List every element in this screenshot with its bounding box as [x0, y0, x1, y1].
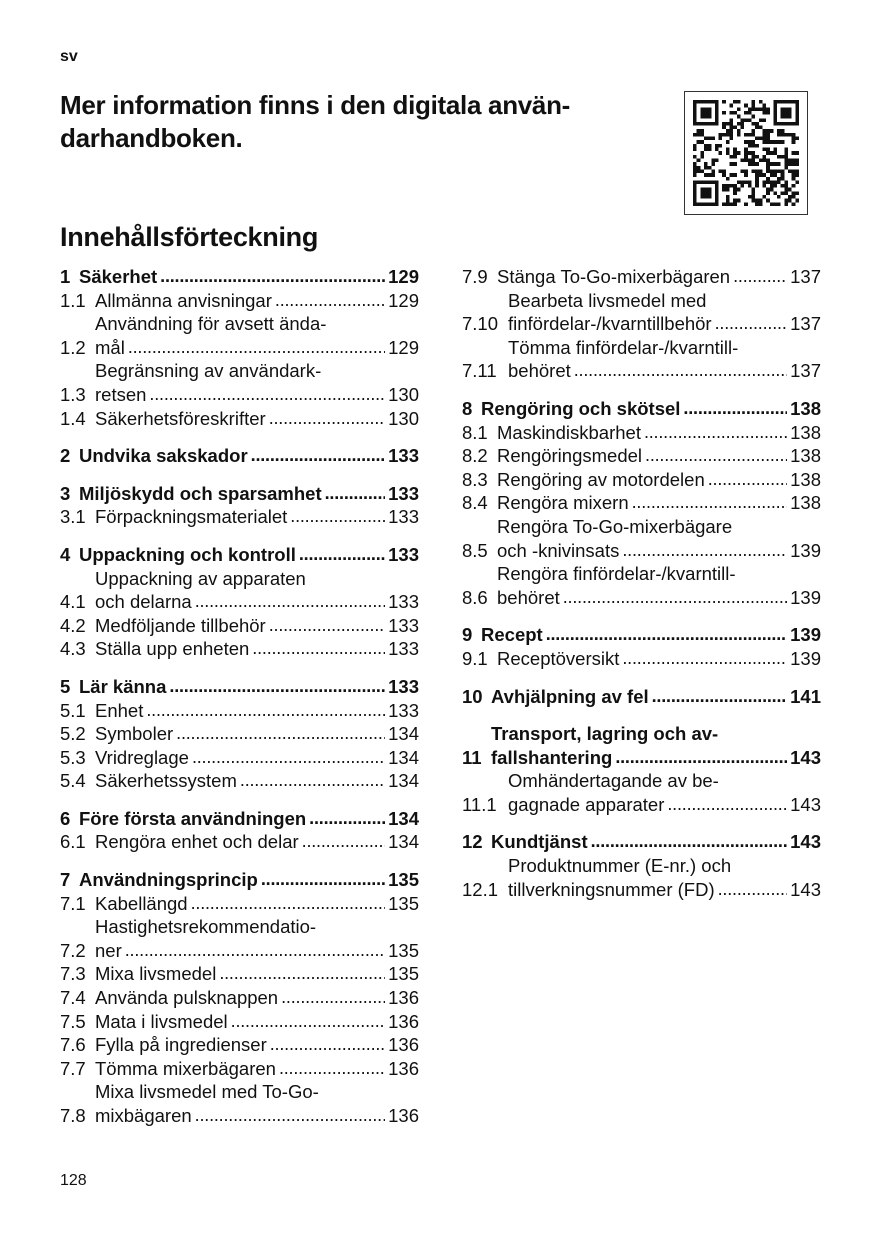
- toc-entry-title: Allmänna anvisningar: [95, 289, 272, 311]
- toc-section-entry[interactable]: [462, 468, 821, 492]
- toc-section-entry[interactable]: [60, 289, 419, 313]
- toc-entry-title-line: Mixa livsmedel med To-Go-: [95, 1081, 319, 1103]
- toc-section-entry[interactable]: [60, 830, 419, 854]
- toc-leader-dots: [546, 623, 787, 647]
- toc-section-entry[interactable]: [462, 854, 821, 901]
- toc-section-entry[interactable]: [462, 336, 821, 383]
- toc-entry-page: 136: [388, 1010, 419, 1032]
- toc-section-entry[interactable]: [60, 1010, 419, 1034]
- toc-chapter-entry[interactable]: [60, 675, 419, 699]
- toc-leader-dots: [708, 468, 787, 492]
- toc-entry-number: 7.5: [60, 1010, 86, 1032]
- toc-entry-title: Stänga To-Go-mixerbägaren: [497, 266, 731, 287]
- toc-section-entry[interactable]: [462, 265, 821, 289]
- toc-leader-dots: [169, 675, 385, 699]
- toc-entry-title-line: Hastighetsrekommendatio-: [95, 916, 317, 938]
- toc-entry-page: 134: [388, 723, 419, 745]
- toc-entry-title: Receptöversikt: [497, 647, 620, 669]
- toc-chapter-entry[interactable]: [60, 807, 419, 831]
- toc-section-entry[interactable]: [60, 359, 419, 406]
- toc-entry-number: 1.4: [60, 407, 86, 429]
- toc-leader-dots: [683, 397, 787, 421]
- toc-entry-page: 136: [388, 1057, 419, 1079]
- toc-leader-dots: [251, 444, 385, 468]
- toc-entry-title: Maskindiskbarhet: [497, 421, 641, 443]
- toc-entry-number: 6: [60, 807, 71, 829]
- toc-section-entry[interactable]: [462, 289, 821, 336]
- heading-line-2: darhandboken.: [60, 123, 243, 153]
- toc-leader-dots: [309, 807, 385, 831]
- toc-entry-page: 134: [388, 770, 419, 792]
- toc-section-entry[interactable]: [60, 614, 419, 638]
- toc-entry-title: behöret: [508, 360, 571, 382]
- toc-leader-dots: [563, 586, 787, 610]
- toc-section-entry[interactable]: [462, 562, 821, 609]
- toc-entry-title-line: Produktnummer (E-nr.) och: [508, 855, 732, 877]
- toc-entry-page: 138: [790, 397, 821, 419]
- toc-entry-number: 8.4: [462, 492, 488, 514]
- toc-section-entry[interactable]: [60, 1080, 419, 1127]
- toc-entry-page: 133: [388, 506, 419, 528]
- toc-title: Innehållsförteckning: [60, 222, 319, 252]
- toc-leader-dots: [160, 265, 385, 289]
- toc-entry-number: 7.7: [60, 1057, 86, 1079]
- toc-entry-number: 8.1: [462, 421, 488, 443]
- toc-entry-title-line: Omhändertagande av be-: [508, 770, 719, 792]
- toc-section-entry[interactable]: [462, 421, 821, 445]
- toc-chapter-entry[interactable]: [462, 722, 821, 769]
- toc-leader-dots: [632, 491, 788, 515]
- toc-section-entry[interactable]: [462, 647, 821, 671]
- toc-chapter-entry[interactable]: [60, 482, 419, 506]
- toc-entry-page: 135: [388, 892, 419, 914]
- toc-entry-page: 143: [790, 831, 821, 853]
- toc-leader-dots: [252, 637, 385, 661]
- toc-entry-number: 8.5: [462, 539, 488, 561]
- toc-entry-page: 137: [790, 266, 821, 287]
- toc-section-entry[interactable]: [60, 769, 419, 793]
- toc-entry-title: Rengöring av motordelen: [497, 468, 705, 490]
- toc-entry-title: Symboler: [95, 723, 174, 745]
- toc-entry-number: 5.1: [60, 699, 86, 721]
- qr-code-icon: [693, 100, 799, 206]
- toc-section-entry[interactable]: [462, 491, 821, 515]
- toc-entry-title: Undvika sakskador: [79, 445, 248, 467]
- toc-entry-number: 5: [60, 675, 71, 697]
- toc-leader-dots: [302, 830, 385, 854]
- toc-leader-dots: [652, 685, 788, 709]
- toc-entry-page: 136: [388, 987, 419, 1009]
- toc-entry-title: Medföljande tillbehör: [95, 614, 266, 636]
- toc-entry-number: 4.3: [60, 638, 86, 660]
- toc-leader-dots: [240, 769, 385, 793]
- toc-leader-dots: [733, 265, 787, 289]
- toc-leader-dots: [644, 421, 787, 445]
- toc-entry-number: 2: [60, 445, 71, 467]
- toc-entry-number: 7.4: [60, 987, 86, 1009]
- toc-entry-title: Rengöra enhet och delar: [95, 831, 299, 853]
- toc-entry-number: 7.6: [60, 1034, 86, 1056]
- toc-leader-dots: [622, 647, 787, 671]
- toc-entry-title: Använda pulsknappen: [95, 987, 279, 1009]
- toc-section-entry[interactable]: [60, 986, 419, 1010]
- toc-leader-dots: [591, 830, 788, 854]
- toc-chapter-entry[interactable]: [462, 830, 821, 854]
- toc-entry-page: 135: [388, 869, 419, 891]
- toc-entry-title: Förpackningsmaterialet: [95, 506, 288, 528]
- toc-chapter-entry[interactable]: [60, 444, 419, 468]
- toc-entry-title-line: Transport, lagring och av-: [491, 723, 719, 745]
- toc-entry-page: 139: [790, 647, 821, 669]
- toc-entry-title: finfördelar-/kvarntillbehör: [508, 313, 712, 335]
- toc-leader-dots: [270, 1033, 385, 1057]
- toc-entry-number: 8.3: [462, 468, 488, 490]
- toc-entry-page: 134: [388, 746, 419, 768]
- toc-entry-page: 129: [388, 289, 419, 311]
- toc-section-entry[interactable]: [462, 769, 821, 816]
- toc-entry-title: Före första användningen: [79, 807, 307, 829]
- toc-leader-dots: [146, 699, 385, 723]
- toc-entry-number: 11: [462, 746, 482, 768]
- toc-entry-number: 1.2: [60, 336, 86, 358]
- toc-section-entry[interactable]: [60, 407, 419, 431]
- toc-leader-dots: [279, 1057, 385, 1081]
- toc-entry-title: mål: [95, 336, 125, 358]
- toc-section-entry[interactable]: [60, 1033, 419, 1057]
- toc-leader-dots: [195, 590, 385, 614]
- toc-entry-page: 134: [388, 807, 419, 829]
- toc-entry-title: Ställa upp enheten: [95, 638, 250, 660]
- toc-leader-dots: [574, 359, 787, 383]
- toc-chapter-entry[interactable]: [60, 265, 419, 289]
- toc-section-entry[interactable]: [60, 722, 419, 746]
- toc-entry-page: 133: [388, 445, 419, 467]
- toc-entry-number: 5.3: [60, 746, 86, 768]
- toc-chapter-entry[interactable]: [462, 685, 821, 709]
- toc-entry-number: 7.3: [60, 963, 86, 985]
- toc-entry-page: 143: [790, 878, 821, 900]
- toc-leader-dots: [290, 505, 385, 529]
- toc-entry-title: Enhet: [95, 699, 144, 721]
- toc-entry-page: 133: [388, 675, 419, 697]
- toc-chapter-entry[interactable]: [462, 397, 821, 421]
- toc-chapter-entry[interactable]: [60, 543, 419, 567]
- toc-entry-page: 137: [790, 313, 821, 335]
- toc-leader-dots: [125, 939, 385, 963]
- toc-entry-number: 3: [60, 482, 71, 504]
- heading-line-1: Mer information finns i den digitala använ-: [60, 90, 571, 120]
- toc-entry-page: 143: [790, 746, 821, 768]
- toc-section-entry[interactable]: [60, 962, 419, 986]
- toc-entry-title: Rengöringsmedel: [497, 445, 643, 467]
- toc-entry-page: 138: [790, 468, 821, 490]
- toc-chapter-entry[interactable]: [60, 868, 419, 892]
- toc-entry-page: 130: [388, 407, 419, 429]
- toc-entry-page: 134: [388, 831, 419, 853]
- toc-entry-page: 138: [790, 492, 821, 514]
- toc-entry-title-line: Tömma finfördelar-/kvarntill-: [508, 336, 739, 358]
- toc-entry-title: fallshantering: [491, 746, 613, 768]
- toc-leader-dots: [718, 878, 788, 902]
- toc-entry-number: 4.1: [60, 591, 86, 613]
- toc-leader-dots: [191, 892, 386, 916]
- toc-entry-page: 133: [388, 543, 419, 565]
- toc-entry-page: 143: [790, 793, 821, 815]
- toc-entry-number: 7.1: [60, 892, 86, 914]
- toc-leader-dots: [645, 444, 787, 468]
- toc-entry-title: Kundtjänst: [491, 831, 588, 853]
- toc-entry-title: Recept: [481, 624, 543, 646]
- toc-entry-title-line: Rengöra To-Go-mixerbägare: [497, 515, 733, 537]
- toc-entry-title-line: Användning för avsett ända-: [95, 313, 327, 335]
- toc-entry-title-line: Uppackning av apparaten: [95, 567, 306, 589]
- toc-entry-page: 139: [790, 624, 821, 646]
- toc-entry-title: Miljöskydd och sparsamhet: [79, 482, 322, 504]
- toc-entry-title: Tömma mixerbägaren: [95, 1057, 276, 1079]
- toc-entry-number: 4.2: [60, 614, 86, 636]
- toc-entry-number: 7: [60, 869, 71, 891]
- toc-entry-number: 3.1: [60, 506, 86, 528]
- toc-leader-dots: [269, 614, 385, 638]
- toc-entry-title: Rengöra mixern: [497, 492, 629, 514]
- toc-entry-title: Uppackning och kontroll: [79, 543, 296, 565]
- toc-entry-page: 133: [388, 482, 419, 504]
- toc-leader-dots: [667, 793, 787, 817]
- toc-entry-page: 133: [388, 614, 419, 636]
- toc-leader-dots: [299, 543, 385, 567]
- toc-entry-title: Säkerhetssystem: [95, 770, 237, 792]
- toc-entry-number: 5.4: [60, 770, 86, 792]
- toc-section-entry[interactable]: [60, 505, 419, 529]
- toc-entry-number: 7.8: [60, 1105, 86, 1126]
- toc-entry-number: 1: [60, 266, 71, 287]
- toc-leader-dots: [128, 336, 385, 360]
- toc-section-entry[interactable]: [60, 699, 419, 723]
- toc-entry-number: 1.1: [60, 289, 86, 311]
- toc-entry-number: 7.9: [462, 266, 488, 287]
- toc-entry-title-line: Bearbeta livsmedel med: [508, 289, 707, 311]
- toc-entry-number: 8.2: [462, 445, 488, 467]
- toc-entry-title: Mixa livsmedel: [95, 963, 217, 985]
- toc-entry-number: 10: [462, 685, 483, 707]
- qr-code: [684, 91, 808, 215]
- toc-leader-dots: [275, 289, 385, 313]
- toc-entry-page: 135: [388, 963, 419, 985]
- toc-section-entry[interactable]: [60, 746, 419, 770]
- toc-entry-number: 9.1: [462, 647, 488, 669]
- toc-leader-dots: [715, 312, 788, 336]
- toc-entry-page: 139: [790, 539, 821, 561]
- toc-entry-page: 138: [790, 445, 821, 467]
- toc-entry-title: behöret: [497, 586, 560, 608]
- toc-entry-page: 133: [388, 638, 419, 660]
- toc-entry-number: 9: [462, 624, 473, 646]
- toc-column-right: [462, 265, 821, 901]
- toc-leader-dots: [325, 482, 386, 506]
- toc-entry-title: mixbägaren: [95, 1105, 192, 1126]
- toc-leader-dots: [176, 722, 385, 746]
- toc-entry-title: ner: [95, 939, 122, 961]
- toc-entry-page: 129: [388, 266, 419, 287]
- toc-section-entry[interactable]: [60, 637, 419, 661]
- toc-entry-title: Avhjälpning av fel: [491, 685, 649, 707]
- toc-entry-title: tillverkningsnummer (FD): [508, 878, 715, 900]
- toc-leader-dots: [269, 407, 385, 431]
- toc-entry-number: 5.2: [60, 723, 86, 745]
- language-code: sv: [60, 48, 78, 65]
- page-number: 128: [60, 1172, 87, 1189]
- toc-entry-title: retsen: [95, 383, 147, 405]
- toc-entry-page: 136: [388, 1034, 419, 1056]
- toc-leader-dots: [149, 383, 385, 407]
- toc-chapter-entry[interactable]: [462, 623, 821, 647]
- toc-section-entry[interactable]: [60, 312, 419, 359]
- toc-section-entry[interactable]: [60, 915, 419, 962]
- toc-entry-page: 135: [388, 939, 419, 961]
- toc-entry-title: gagnade apparater: [508, 793, 665, 815]
- toc-leader-dots: [219, 962, 385, 986]
- toc-section-entry[interactable]: [60, 567, 419, 614]
- toc-entry-page: 130: [388, 383, 419, 405]
- toc-entry-title: och delarna: [95, 591, 192, 613]
- toc-entry-title: Kabellängd: [95, 892, 188, 914]
- toc-entry-number: 8.6: [462, 586, 488, 608]
- toc-entry-number: 11.1: [462, 793, 497, 815]
- toc-entry-number: 4: [60, 543, 71, 565]
- toc-entry-title: Fylla på ingredienser: [95, 1034, 267, 1056]
- toc-leader-dots: [192, 746, 385, 770]
- toc-entry-title: Vridreglage: [95, 746, 189, 768]
- toc-entry-page: 141: [790, 685, 821, 707]
- toc-entry-page: 136: [388, 1105, 419, 1126]
- toc-entry-number: 7.11: [462, 360, 497, 382]
- toc-entry-number: 12.1: [462, 878, 499, 900]
- toc-entry-number: 6.1: [60, 831, 86, 853]
- toc-entry-number: 1.3: [60, 383, 86, 405]
- toc-entry-title: Säkerhet: [79, 266, 158, 287]
- toc-section-entry[interactable]: [462, 444, 821, 468]
- toc-entry-page: 133: [388, 591, 419, 613]
- toc-leader-dots: [261, 868, 385, 892]
- toc-entry-title: Lär känna: [79, 675, 167, 697]
- page-heading: [60, 89, 660, 155]
- toc-leader-dots: [195, 1104, 385, 1128]
- toc-entry-number: 7.10: [462, 313, 499, 335]
- toc-leader-dots: [622, 539, 787, 563]
- toc-entry-number: 7.2: [60, 939, 86, 961]
- toc-entry-page: 133: [388, 699, 419, 721]
- toc-entry-page: 137: [790, 360, 821, 382]
- toc-entry-number: 8: [462, 397, 473, 419]
- toc-entry-title: Rengöring och skötsel: [481, 397, 681, 419]
- toc-entry-title: Mata i livsmedel: [95, 1010, 228, 1032]
- toc-entry-title-line: Begränsning av användark-: [95, 360, 322, 382]
- toc-section-entry[interactable]: [60, 1057, 419, 1081]
- toc-leader-dots: [281, 986, 385, 1010]
- toc-column-left: [60, 265, 419, 1128]
- toc-entry-page: 139: [790, 586, 821, 608]
- toc-leader-dots: [231, 1010, 385, 1034]
- toc-leader-dots: [615, 746, 787, 770]
- toc-section-entry[interactable]: [60, 892, 419, 916]
- toc-entry-title: Säkerhetsföreskrifter: [95, 407, 266, 429]
- toc-entry-number: 12: [462, 831, 483, 853]
- toc-entry-title: Användningsprincip: [79, 869, 258, 891]
- toc-entry-page: 138: [790, 421, 821, 443]
- toc-entry-page: 129: [388, 336, 419, 358]
- toc-entry-title: och -knivinsats: [497, 539, 620, 561]
- toc-entry-title-line: Rengöra finfördelar-/kvarntill-: [497, 563, 736, 585]
- toc-section-entry[interactable]: [462, 515, 821, 562]
